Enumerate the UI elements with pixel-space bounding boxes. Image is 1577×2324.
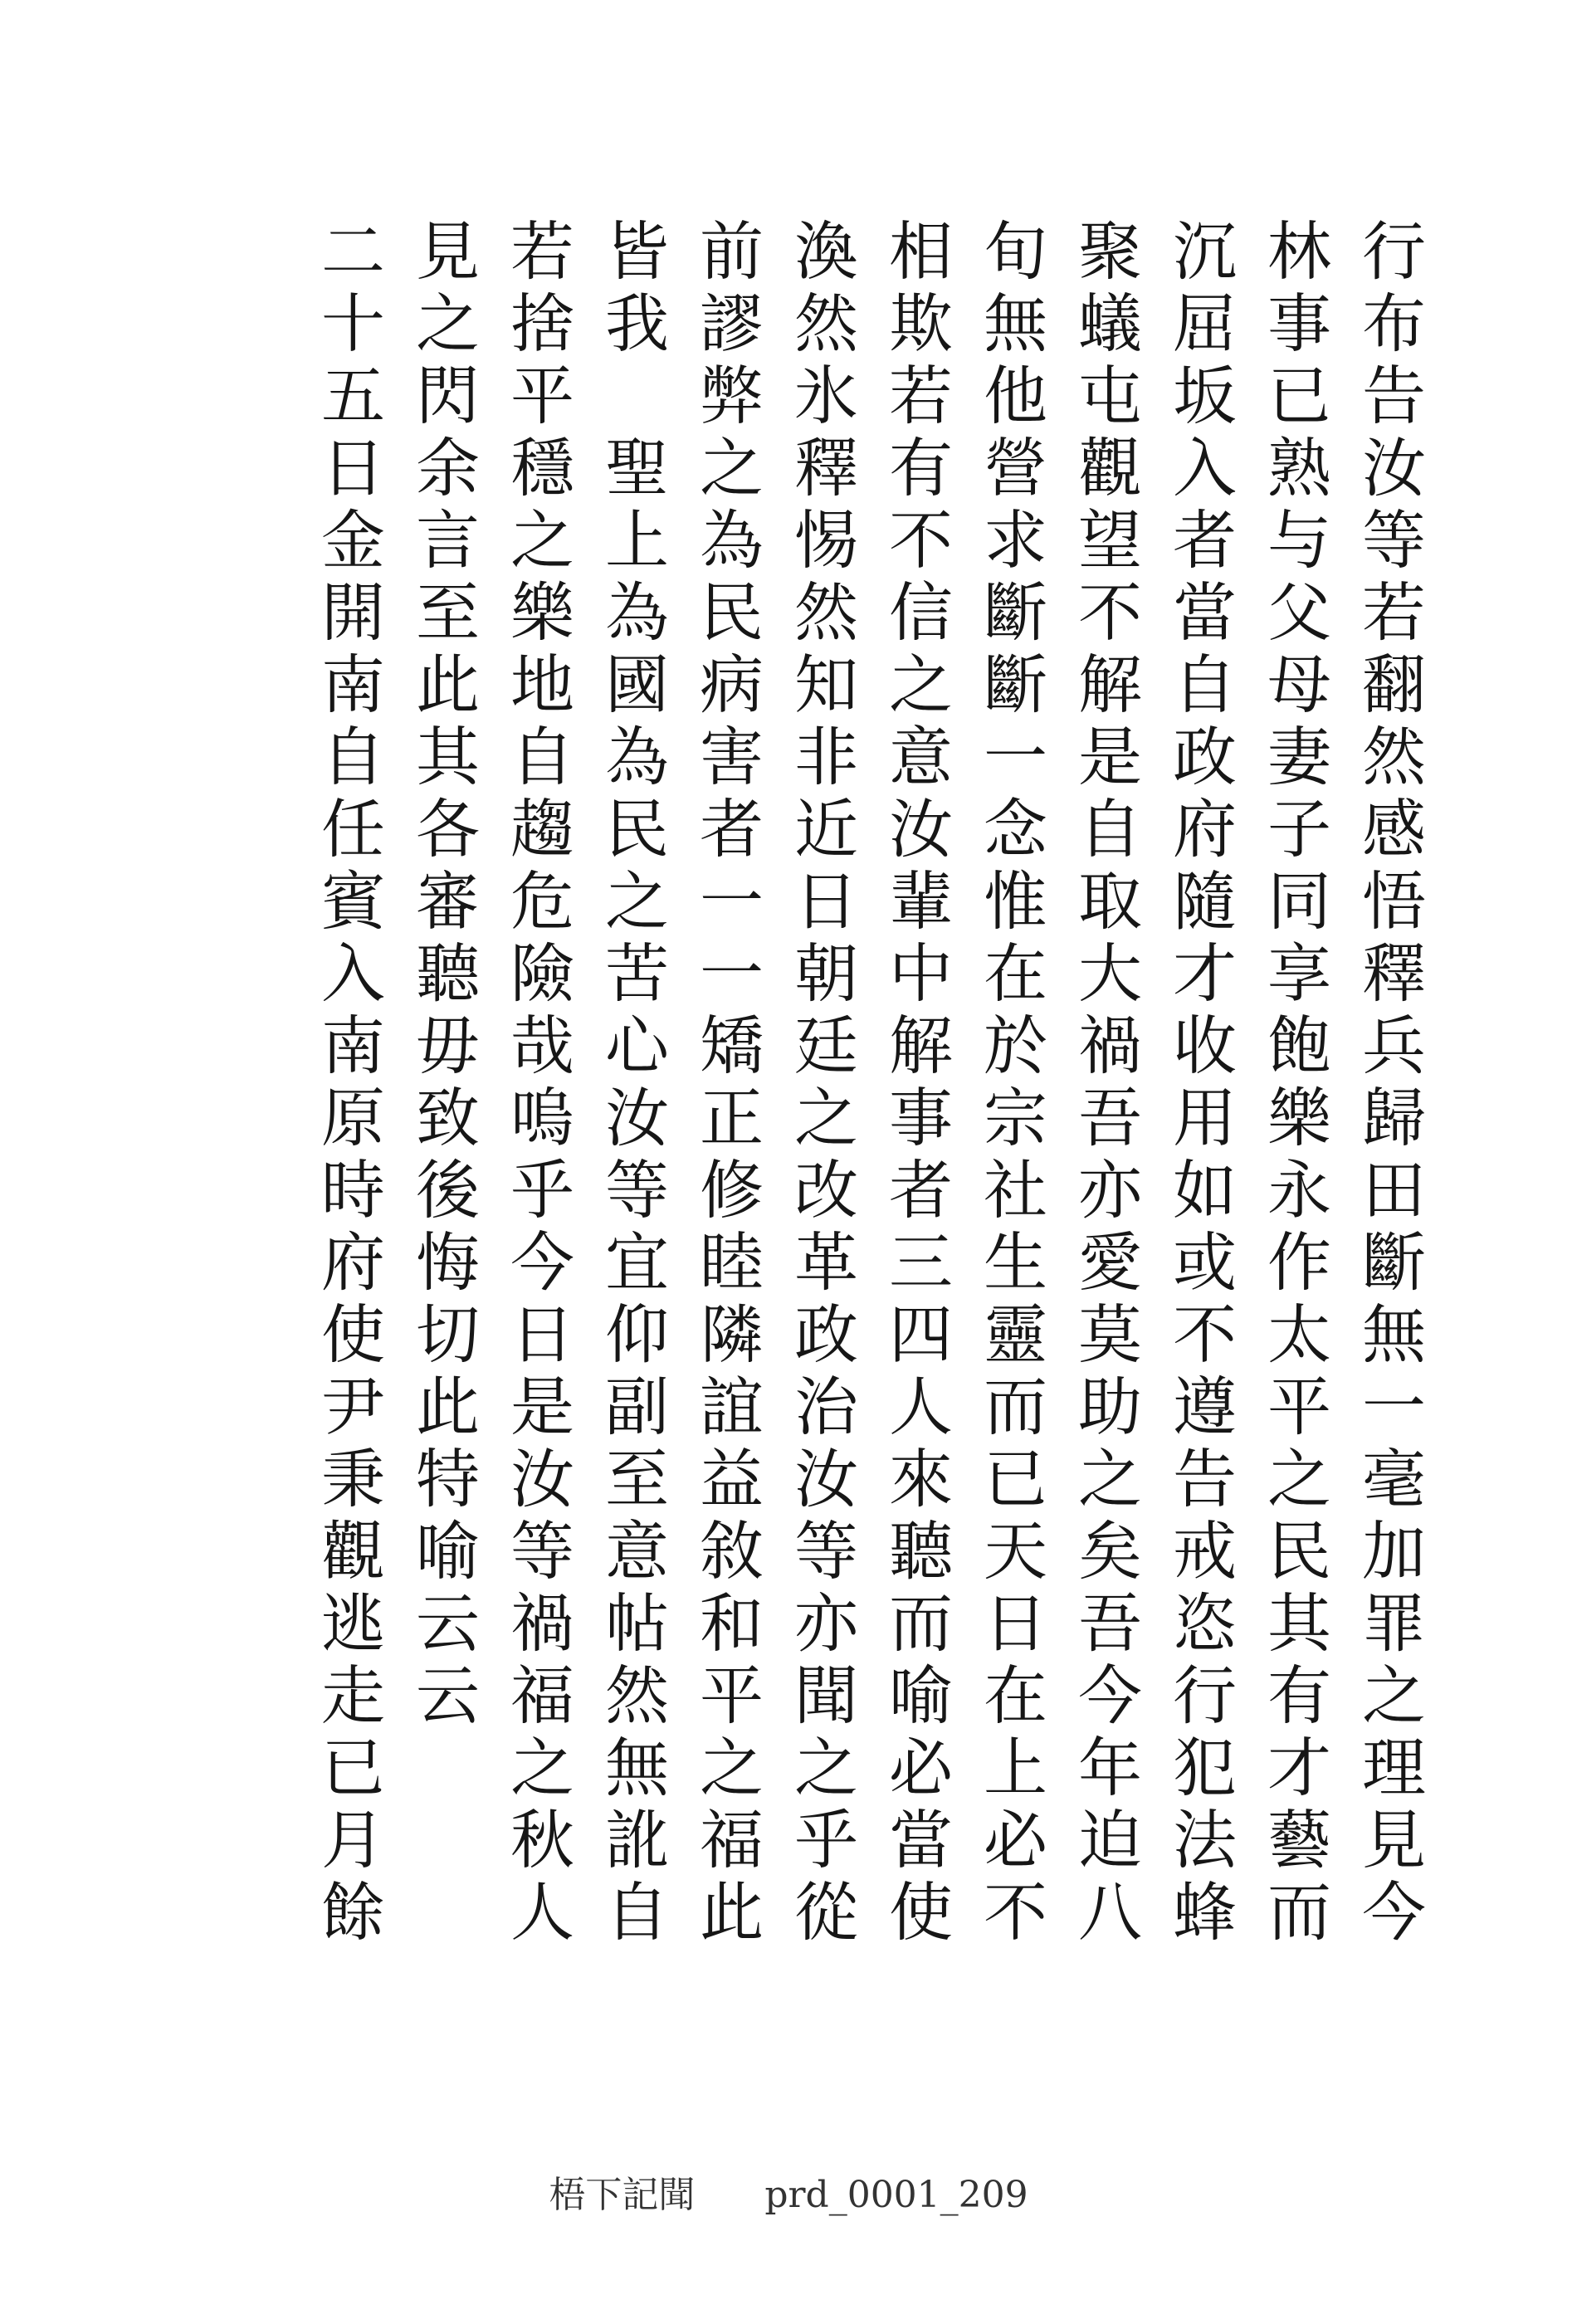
text-column-7: 渙然氷釋惕然知非近日朝廷之改革政治汝等亦聞之乎從: [784, 217, 857, 1950]
text-column-12: 二十五日金開南自任賓入南原時府使尹秉觀逃走已月餘: [310, 217, 384, 1950]
text-column-8: 前謬弊之為民病害者一一矯正修睦隣誼益敘和平之福此: [689, 217, 763, 1950]
vertical-text-block: [310, 217, 1428, 1950]
footer-book-title: 梧下記聞: [549, 2174, 696, 2216]
text-column-9: 皆我 聖上為國為民之苦心汝等宜仰副至意帖然無訛自: [594, 217, 668, 1950]
text-column-1: 行布告汝等若翻然感悟釋兵歸田斷無一毫加罪之理見今: [1351, 217, 1425, 1950]
text-column-6: 相欺若有不信之意汝輩中解事者三四人來聽而喻必當使: [878, 217, 952, 1950]
text-column-2: 林事已熟与父母妻子同享飽樂永作太平之民其有才藝而: [1257, 217, 1330, 1950]
text-column-5: 旬無他營求斷斷一念惟在於宗社生靈而已天日在上必不: [973, 217, 1047, 1950]
text-column-4: 聚蟻屯觀望不解是自取大禍吾亦愛莫助之矣吾今年迫八: [1067, 217, 1141, 1950]
text-column-11: 見之閃余言至此其各審聽毋致後悔切此特喻云云: [405, 217, 479, 1734]
footer-page-id: prd_0001_209: [764, 2174, 1028, 2216]
text-column-3: 沉屈坂入者當自政府隨才收用如或不遵告戒恣行犯法蜂: [1162, 217, 1236, 1950]
page-footer: [0, 2165, 1577, 2218]
text-column-10: 若捨平穩之樂地自趨危險哉嗚乎今日是汝等禍福之秋人: [500, 217, 574, 1950]
